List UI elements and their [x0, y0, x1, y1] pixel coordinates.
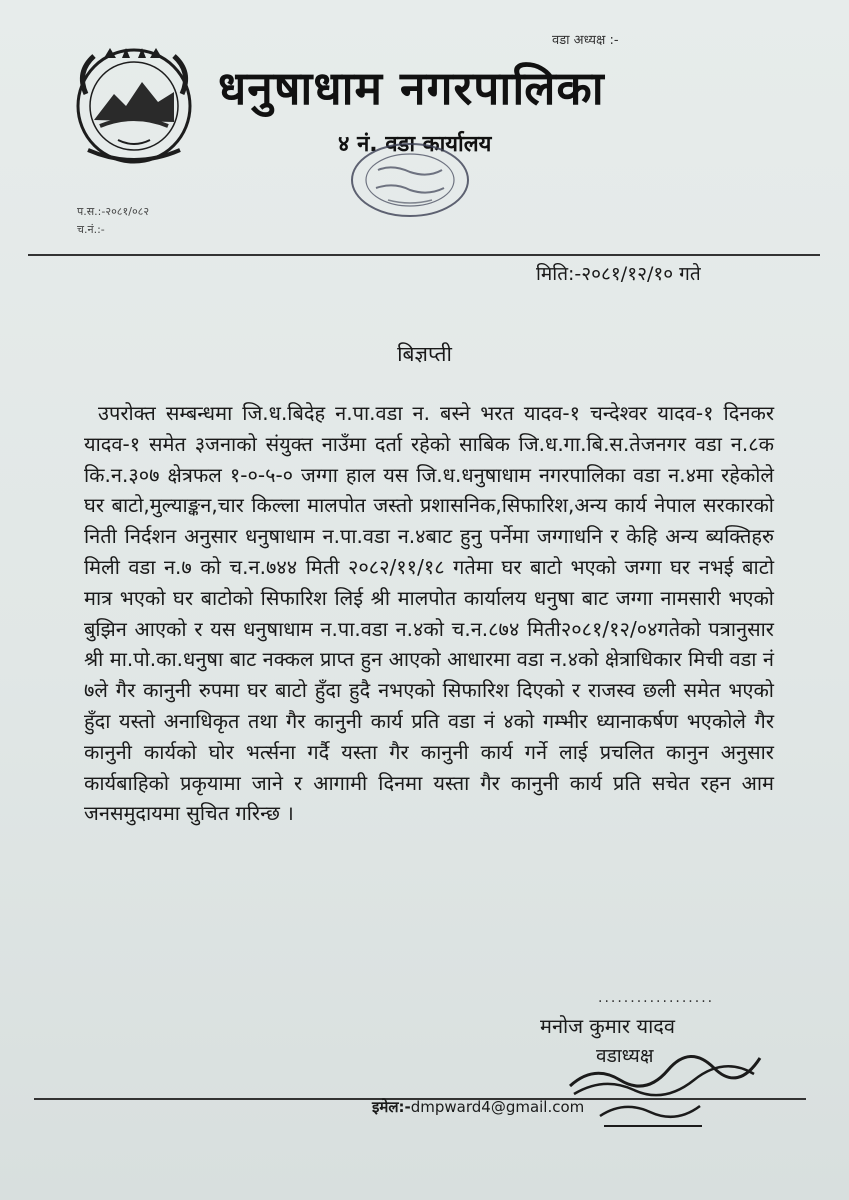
notice-date: मिति:-२०८१/१२/१० गते: [536, 263, 701, 285]
office-stamp: [348, 140, 472, 220]
signatory-name: मनोज कुमार यादव: [540, 1014, 675, 1038]
email-address[interactable]: dmpward4@gmail.com: [410, 1098, 585, 1116]
notice-title: बिज्ञप्ती: [397, 342, 452, 366]
footer-email: [372, 1097, 584, 1117]
dispatch-number: च.नं.:-: [77, 223, 105, 236]
signatory-title: वडाध्यक्ष: [596, 1045, 654, 1067]
email-label: इमेल:-: [372, 1098, 411, 1116]
reference-number: प.स.:-२०८१/०८२: [77, 205, 150, 218]
municipality-name: धनुषाधाम नगरपालिका: [218, 61, 605, 115]
header-divider: [28, 254, 820, 256]
signature-line: ..................: [598, 990, 715, 1006]
ward-chair-label: वडा अध्यक्ष :-: [552, 33, 619, 48]
handwritten-signature-stamp: [564, 1040, 764, 1140]
ward-office-line: ४ नं. वडा कार्यालय: [338, 132, 492, 157]
notice-body: [84, 398, 774, 829]
notice-paragraph: उपरोक्त सम्बन्धमा जि.ध.बिदेह न.पा.वडा न. बस्ने भरत यादव-१ चन्देश्वर यादव-१ दिनकर यादव-१ समेत ३जनाको संयुक्त नाउँमा दर्ता रहेको साबिक जि.ध.गा.बि.स.तेजनगर वडा न.८क कि.न.३०७ क्षेत्रफल १-०-५-० जग्गा हाल यस जि.ध.धनुषाधाम नगरपालिका वडा न.४मा रहेकोले घर बाटो,मुल्याङ्कन,चार किल्ला मालपोत जस्तो प्रशासनिक,सिफारिश,अन्य कार्य नेपाल सरकारको निती निर्दशन अनुसार धनुषाधाम न.पा.वडा न.४बाट हुनु पर्नेमा जग्गाधनि र केहि अन्य ब्यक्तिहरु मिली वडा न.७ को च.न.७४४ मिती २०८२/११/१८ गतेमा घर बाटो भएको जग्गा घर नभई बाटो मात्र भएको घर बाटोको सिफारिश लिई श्री मालपोत कार्यालय धनुषा बाट जग्गा नामसारी भएको बुझिन आएको र यस धनुषाधाम न.पा.वडा न.४को च.न.८७४ मिती२०८१/१२/०४गतेको पत्रानुसार श्री मा.पो.का.धनुषा बाट नक्कल प्राप्त हुन आएको आधारमा वडा न.४को क्षेत्राधिकार मिची वडा नं ७ले गैर कानुनी रुपमा घर बाटो हुँदा हुदै नभएको सिफारिश दिएको र राजस्व छली समेत भएको हुँदा यस्तो अनाधिकृत तथा गैर कानुनी कार्य प्रति वडा नं ४को गम्भीर ध्यानाकर्षण भएकोले गैर कानुनी कार्यको घोर भर्त्सना गर्दै यस्ता गैर कानुनी कार्य गर्ने लाई प्रचलित कानुन अनुसार कार्यबाहिको प्रकृयामा जाने र आगामी दिनमा यस्ता गैर कानुनी कार्य प्रति सचेत रहन आम जनसमुदायमा सुचित गरिन्छ ।: [84, 401, 774, 826]
municipality-emblem-logo: [70, 42, 198, 166]
